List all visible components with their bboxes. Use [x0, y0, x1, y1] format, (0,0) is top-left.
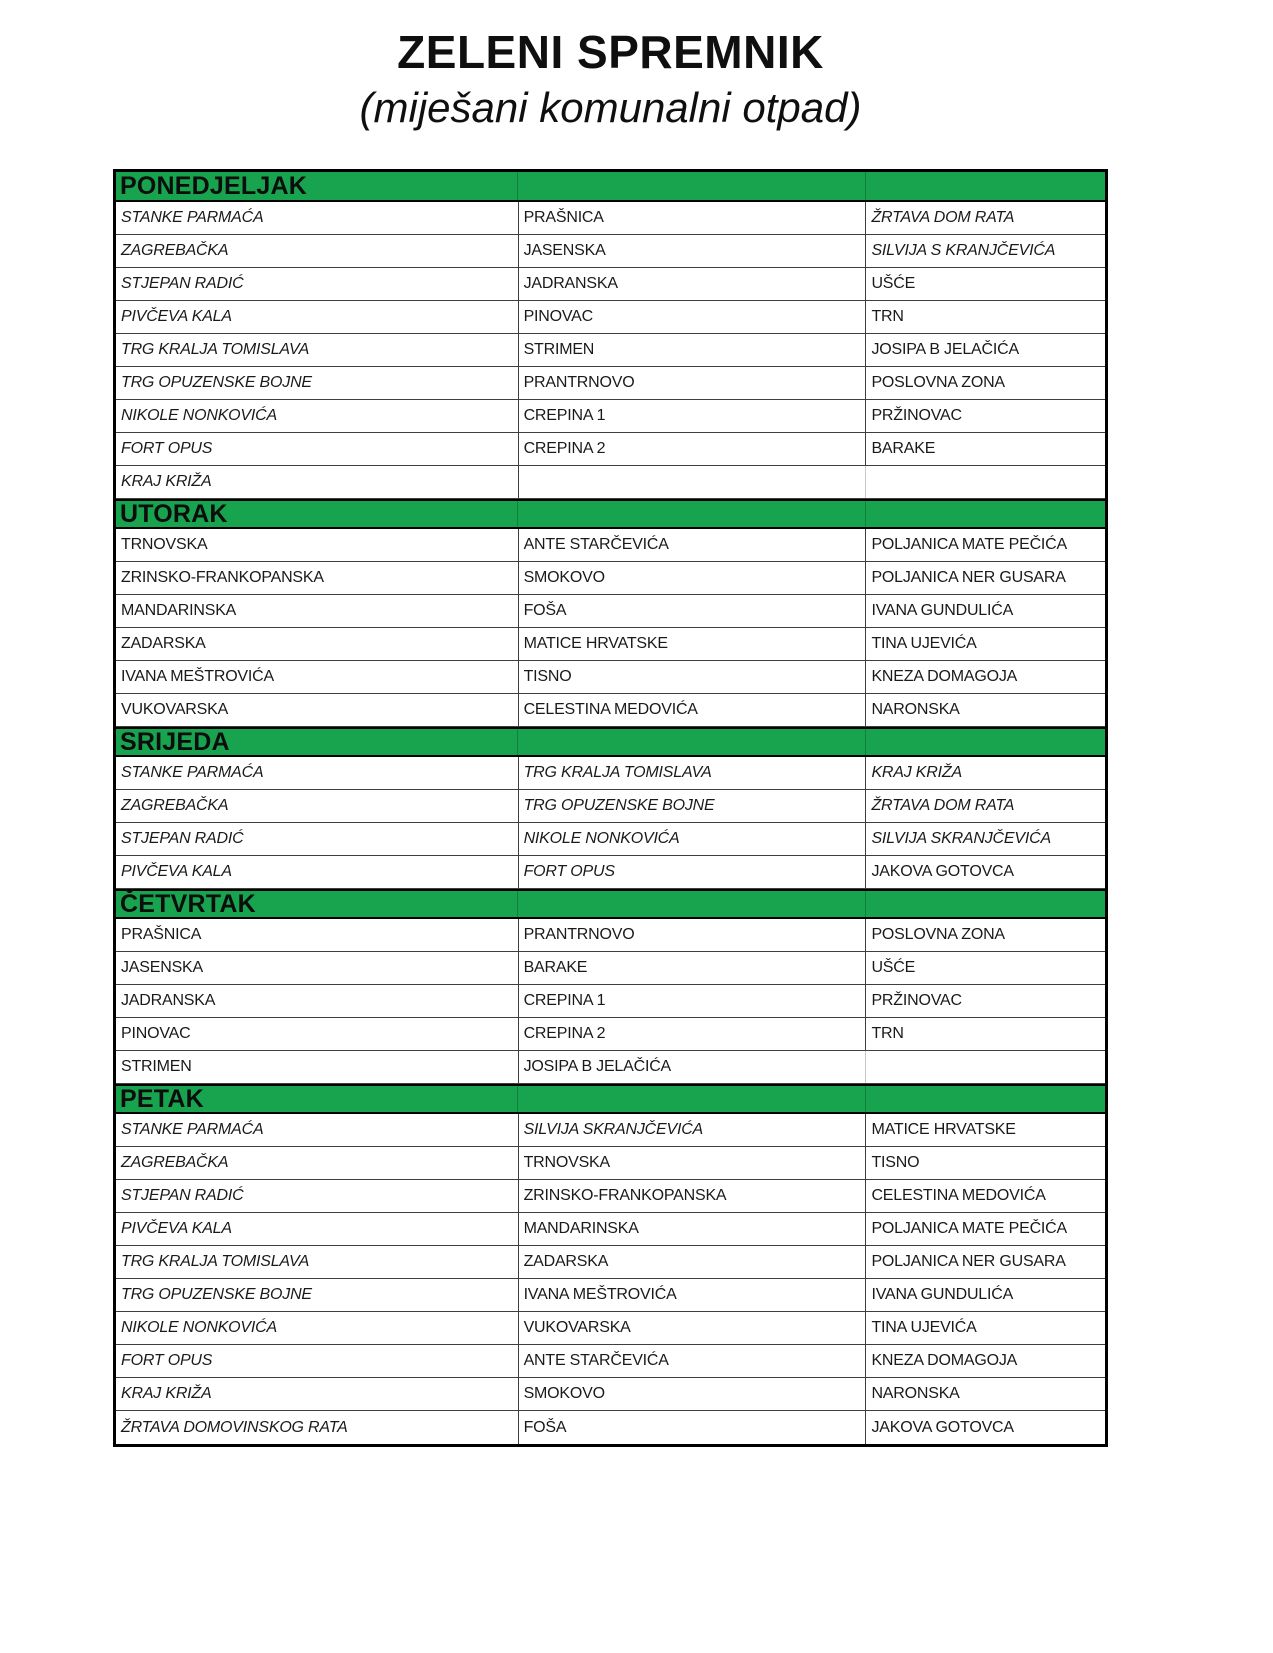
schedule-row	[116, 694, 1105, 727]
street-cell: VUKOVARSKA	[121, 701, 229, 719]
schedule-row	[116, 367, 1105, 400]
street-cell: NIKOLE NONKOVIĆA	[121, 1319, 277, 1337]
street-cell: CELESTINA MEDOVIĆA	[865, 1180, 1105, 1212]
day-header	[116, 1084, 1105, 1114]
schedule-row	[116, 1213, 1105, 1246]
street-cell: STJEPAN RADIĆ	[121, 1187, 244, 1205]
page-subtitle: (miješani komunalni otpad)	[359, 83, 862, 131]
schedule-row	[116, 1378, 1105, 1411]
schedule-row	[116, 1051, 1105, 1084]
schedule-row	[116, 985, 1105, 1018]
street-cell: SILVIJA SKRANJČEVIĆA	[518, 1114, 866, 1146]
schedule-row	[116, 334, 1105, 367]
street-cell: KNEZA DOMAGOJA	[865, 661, 1105, 693]
schedule-row	[116, 1345, 1105, 1378]
schedule-row	[116, 790, 1105, 823]
street-cell: FOŠA	[518, 595, 866, 627]
street-cell: NIKOLE NONKOVIĆA	[121, 407, 277, 425]
street-cell: STANKE PARMAĆA	[121, 209, 264, 227]
street-cell: IVANA GUNDULIĆA	[865, 595, 1105, 627]
street-cell: TRG OPUZENSKE BOJNE	[518, 790, 866, 822]
street-cell: JAKOVA GOTOVCA	[865, 1411, 1105, 1444]
schedule-row	[116, 1279, 1105, 1312]
street-cell: TRG KRALJA TOMISLAVA	[518, 757, 866, 789]
street-cell: NARONSKA	[865, 1378, 1105, 1410]
street-cell: PRŽINOVAC	[865, 985, 1105, 1017]
street-cell: ZAGREBAČKA	[121, 797, 229, 815]
street-cell: IVANA GUNDULIĆA	[865, 1279, 1105, 1311]
street-cell: VUKOVARSKA	[518, 1312, 866, 1344]
street-cell: ANTE STARČEVIĆA	[518, 529, 866, 561]
street-cell	[865, 466, 1105, 498]
street-cell: ZADARSKA	[121, 635, 206, 653]
street-cell: UŠĆE	[865, 952, 1105, 984]
schedule-row	[116, 562, 1105, 595]
street-cell: JASENSKA	[518, 235, 866, 267]
day-label: ČETVRTAK	[120, 889, 256, 918]
street-cell: PRŽINOVAC	[865, 400, 1105, 432]
street-cell: CELESTINA MEDOVIĆA	[518, 694, 866, 726]
street-cell: ŽRTAVA DOM RATA	[865, 202, 1105, 234]
street-cell	[518, 466, 866, 498]
street-cell: ZRINSKO-FRANKOPANSKA	[121, 569, 324, 587]
street-cell: PIVČEVA KALA	[121, 1220, 232, 1238]
page-title: ZELENI SPREMNIK	[397, 26, 824, 78]
street-cell: SILVIJA S KRANJČEVIĆA	[865, 235, 1105, 267]
schedule-row	[116, 1018, 1105, 1051]
street-cell: FOŠA	[518, 1411, 866, 1444]
street-cell: FORT OPUS	[121, 440, 213, 458]
street-cell: PRAŠNICA	[518, 202, 866, 234]
schedule-row	[116, 433, 1105, 466]
street-cell: JASENSKA	[121, 959, 203, 977]
schedule-table	[113, 169, 1108, 1447]
street-cell: PRANTRNOVO	[518, 367, 866, 399]
street-cell: BARAKE	[518, 952, 866, 984]
street-cell: PIVČEVA KALA	[121, 308, 232, 326]
street-cell: CREPINA 2	[518, 433, 866, 465]
street-cell: POLJANICA MATE PEČIĆA	[865, 529, 1105, 561]
street-cell: NARONSKA	[865, 694, 1105, 726]
street-cell: KRAJ KRIŽA	[121, 473, 212, 491]
schedule-row	[116, 595, 1105, 628]
street-cell: ZADARSKA	[518, 1246, 866, 1278]
street-cell: PINOVAC	[518, 301, 866, 333]
street-cell: TRN	[865, 301, 1105, 333]
schedule-row	[116, 301, 1105, 334]
schedule-row	[116, 202, 1105, 235]
schedule-row	[116, 1114, 1105, 1147]
day-label: PONEDJELJAK	[120, 171, 307, 200]
street-cell: IVANA MEŠTROVIĆA	[121, 668, 274, 686]
schedule-row	[116, 628, 1105, 661]
street-cell: STRIMEN	[518, 334, 866, 366]
street-cell: TINA UJEVIĆA	[865, 1312, 1105, 1344]
street-cell: KRAJ KRIŽA	[121, 1385, 212, 1403]
street-cell: TRG OPUZENSKE BOJNE	[121, 1286, 312, 1304]
street-cell	[865, 1051, 1105, 1083]
schedule-row	[116, 1246, 1105, 1279]
street-cell: TRG KRALJA TOMISLAVA	[121, 1253, 310, 1271]
day-label: UTORAK	[120, 499, 228, 528]
street-cell: JOSIPA B JELAČIĆA	[518, 1051, 866, 1083]
street-cell: MATICE HRVATSKE	[518, 628, 866, 660]
street-cell: STJEPAN RADIĆ	[121, 830, 244, 848]
street-cell: POSLOVNA ZONA	[865, 919, 1105, 951]
street-cell: UŠĆE	[865, 268, 1105, 300]
street-cell: PRAŠNICA	[121, 926, 202, 944]
street-cell: KNEZA DOMAGOJA	[865, 1345, 1105, 1377]
schedule-row	[116, 1312, 1105, 1345]
street-cell: CREPINA 1	[518, 400, 866, 432]
street-cell: ANTE STARČEVIĆA	[518, 1345, 866, 1377]
street-cell: POLJANICA MATE PEČIĆA	[865, 1213, 1105, 1245]
schedule-row	[116, 1147, 1105, 1180]
schedule-row	[116, 661, 1105, 694]
schedule-row	[116, 919, 1105, 952]
street-cell: PRANTRNOVO	[518, 919, 866, 951]
document-sheet	[113, 0, 1108, 1447]
street-cell: POLJANICA NER GUSARA	[865, 1246, 1105, 1278]
street-cell: TRNOVSKA	[121, 536, 208, 554]
schedule-row	[116, 529, 1105, 562]
schedule-row	[116, 235, 1105, 268]
street-cell: CREPINA 2	[518, 1018, 866, 1050]
day-header	[116, 889, 1105, 919]
street-cell: FORT OPUS	[518, 856, 866, 888]
street-cell: SMOKOVO	[518, 1378, 866, 1410]
street-cell: SMOKOVO	[518, 562, 866, 594]
street-cell: JADRANSKA	[121, 992, 216, 1010]
street-cell: POSLOVNA ZONA	[865, 367, 1105, 399]
schedule-row	[116, 400, 1105, 433]
street-cell: STANKE PARMAĆA	[121, 764, 264, 782]
street-cell: ZAGREBAČKA	[121, 242, 229, 260]
schedule-row	[116, 823, 1105, 856]
street-cell: ŽRTAVA DOM RATA	[865, 790, 1105, 822]
day-label: PETAK	[120, 1084, 204, 1113]
street-cell: JADRANSKA	[518, 268, 866, 300]
street-cell: SILVIJA SKRANJČEVIĆA	[865, 823, 1105, 855]
street-cell: POLJANICA NER GUSARA	[865, 562, 1105, 594]
street-cell: NIKOLE NONKOVIĆA	[518, 823, 866, 855]
street-cell: PINOVAC	[121, 1025, 191, 1043]
day-header	[116, 172, 1105, 202]
street-cell: ŽRTAVA DOMOVINSKOG RATA	[121, 1418, 348, 1436]
street-cell: ZRINSKO-FRANKOPANSKA	[518, 1180, 866, 1212]
street-cell: TISNO	[518, 661, 866, 693]
street-cell: CREPINA 1	[518, 985, 866, 1017]
street-cell: STJEPAN RADIĆ	[121, 275, 244, 293]
street-cell: FORT OPUS	[121, 1352, 213, 1370]
day-header	[116, 499, 1105, 529]
schedule-row	[116, 1180, 1105, 1213]
street-cell: TRG OPUZENSKE BOJNE	[121, 374, 312, 392]
document-header	[113, 26, 1108, 133]
street-cell: TINA UJEVIĆA	[865, 628, 1105, 660]
day-header	[116, 727, 1105, 757]
schedule-row	[116, 757, 1105, 790]
street-cell: ZAGREBAČKA	[121, 1154, 229, 1172]
street-cell: TRG KRALJA TOMISLAVA	[121, 341, 310, 359]
street-cell: KRAJ KRIŽA	[865, 757, 1105, 789]
day-label: SRIJEDA	[120, 727, 230, 756]
street-cell: MANDARINSKA	[518, 1213, 866, 1245]
street-cell: TISNO	[865, 1147, 1105, 1179]
street-cell: IVANA MEŠTROVIĆA	[518, 1279, 866, 1311]
schedule-row	[116, 856, 1105, 889]
street-cell: STRIMEN	[121, 1058, 192, 1076]
street-cell: PIVČEVA KALA	[121, 863, 232, 881]
schedule-row	[116, 952, 1105, 985]
street-cell: JOSIPA B JELAČIĆA	[865, 334, 1105, 366]
street-cell: STANKE PARMAĆA	[121, 1121, 264, 1139]
schedule-row	[116, 1411, 1105, 1444]
street-cell: JAKOVA GOTOVCA	[865, 856, 1105, 888]
street-cell: TRNOVSKA	[518, 1147, 866, 1179]
street-cell: MANDARINSKA	[121, 602, 237, 620]
street-cell: MATICE HRVATSKE	[865, 1114, 1105, 1146]
street-cell: BARAKE	[865, 433, 1105, 465]
schedule-row	[116, 466, 1105, 499]
schedule-row	[116, 268, 1105, 301]
street-cell: TRN	[865, 1018, 1105, 1050]
